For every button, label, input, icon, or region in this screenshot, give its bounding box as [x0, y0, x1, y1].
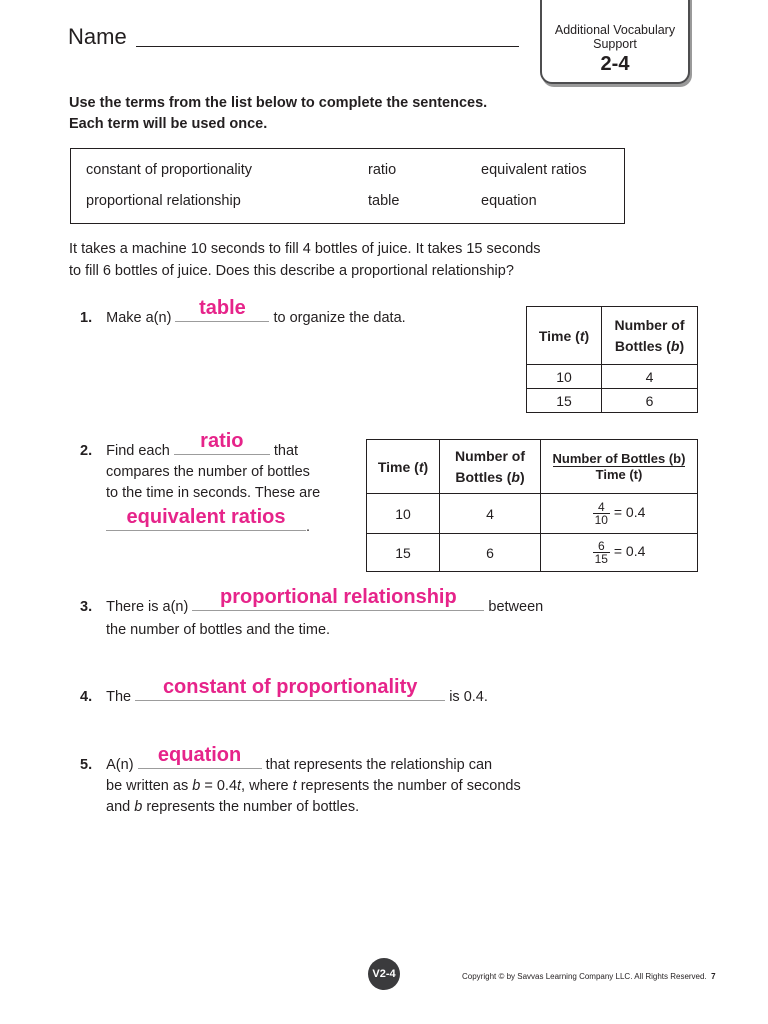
question-3 [80, 586, 600, 641]
page-code-badge: V2-4 [368, 958, 400, 990]
table-header: Number of Bottles (b) [440, 440, 541, 494]
question-text: that [273, 443, 299, 459]
question-text: The [106, 689, 132, 705]
word-bank-term: equation [481, 193, 537, 209]
question-text: that represents the relationship can [265, 757, 493, 773]
answer-text: equation [157, 744, 242, 766]
table-cell: 15 [367, 534, 440, 572]
ratio-table [366, 439, 698, 572]
question-text: Find each [106, 443, 170, 459]
question-text: Make a(n) [106, 310, 172, 326]
question-number: 4. [80, 689, 93, 705]
question-number: 5. [80, 757, 93, 773]
table-header: Time (t) [367, 440, 440, 494]
word-bank-term: table [368, 193, 400, 209]
question-number: 2. [80, 443, 93, 459]
answer-text: ratio [200, 430, 244, 452]
question-5 [80, 744, 600, 818]
word-bank-term: proportional relationship [86, 193, 241, 209]
table-cell: 10 [367, 494, 440, 534]
word-bank-term: ratio [368, 162, 397, 178]
table-cell: 4 [440, 494, 541, 534]
table-cell: 6 [602, 389, 698, 413]
table-cell: $\frac{4}{10}$ = 0.4 [541, 494, 698, 534]
question-number: 1. [80, 310, 93, 326]
problem-intro [69, 238, 589, 282]
page-number: 7 [711, 972, 716, 981]
answer-blank[interactable] [174, 430, 270, 455]
question-text: to organize the data. [273, 310, 406, 326]
name-label: Name [68, 24, 127, 49]
tab-number: 2-4 [600, 53, 630, 75]
copyright: Copyright © by Savvas Learning Company LLC. All Rights Reserved. 7 [462, 972, 716, 981]
table-header [541, 440, 698, 494]
question-text: between [488, 599, 544, 615]
time-bottles-table [526, 306, 698, 413]
answer-blank[interactable] [135, 676, 445, 701]
table-header: Time (t) [527, 307, 602, 365]
table-cell: 10 [527, 365, 602, 389]
question-text: A(n) [106, 757, 134, 773]
question-text: . [306, 519, 311, 535]
answer-text: equivalent ratios [126, 506, 286, 528]
question-text: and b represents the number of bottles. [106, 799, 360, 815]
word-bank-term: equivalent ratios [481, 162, 587, 178]
word-bank-term: constant of proportionality [86, 162, 253, 178]
tab-subtitle: Additional Vocabulary Support [554, 23, 676, 51]
instructions-line-2: Each term will be used once. [69, 116, 268, 132]
question-4 [80, 676, 600, 708]
ratio-header-denominator: Time (t) [595, 467, 643, 482]
table-cell: 4 [602, 365, 698, 389]
answer-blank[interactable] [138, 744, 262, 769]
question-text: the number of bottles and the time. [106, 622, 331, 638]
table-header: Number of Bottles (b) [602, 307, 698, 365]
question-2 [80, 430, 360, 538]
question-text: There is a(n) [106, 599, 189, 615]
ratio-header-numerator: Number of Bottles (b) [552, 451, 686, 466]
answer-text: proportional relationship [220, 586, 457, 608]
answer-text: constant of proportionality [162, 676, 418, 698]
question-text: is 0.4. [449, 689, 488, 705]
table-cell: 15 [527, 389, 602, 413]
table-cell: $\frac{6}{15}$ = 0.4 [541, 534, 698, 572]
word-bank [70, 148, 625, 224]
question-text: be written as b = 0.4t, where t represents the number of seconds [106, 778, 521, 794]
question-text: to the time in seconds. These are [106, 485, 321, 501]
question-number: 3. [80, 599, 93, 615]
instructions-line-1: Use the terms from the list below to complete the sentences. [69, 95, 488, 111]
intro-line-1: It takes a machine 10 seconds to fill 4 bottles of juice. It takes 15 seconds [69, 241, 541, 257]
answer-blank[interactable] [192, 586, 484, 611]
instructions [69, 93, 589, 135]
question-1 [80, 297, 500, 329]
answer-text: table [199, 297, 246, 319]
table-cell: 6 [440, 534, 541, 572]
answer-blank[interactable] [175, 297, 269, 322]
question-text: compares the number of bottles [106, 464, 310, 480]
intro-line-2: to fill 6 bottles of juice. Does this describe a proportional relationship? [69, 263, 514, 279]
name-field-line[interactable] [136, 46, 519, 47]
answer-blank[interactable] [106, 506, 306, 531]
lesson-tab [540, 0, 690, 84]
